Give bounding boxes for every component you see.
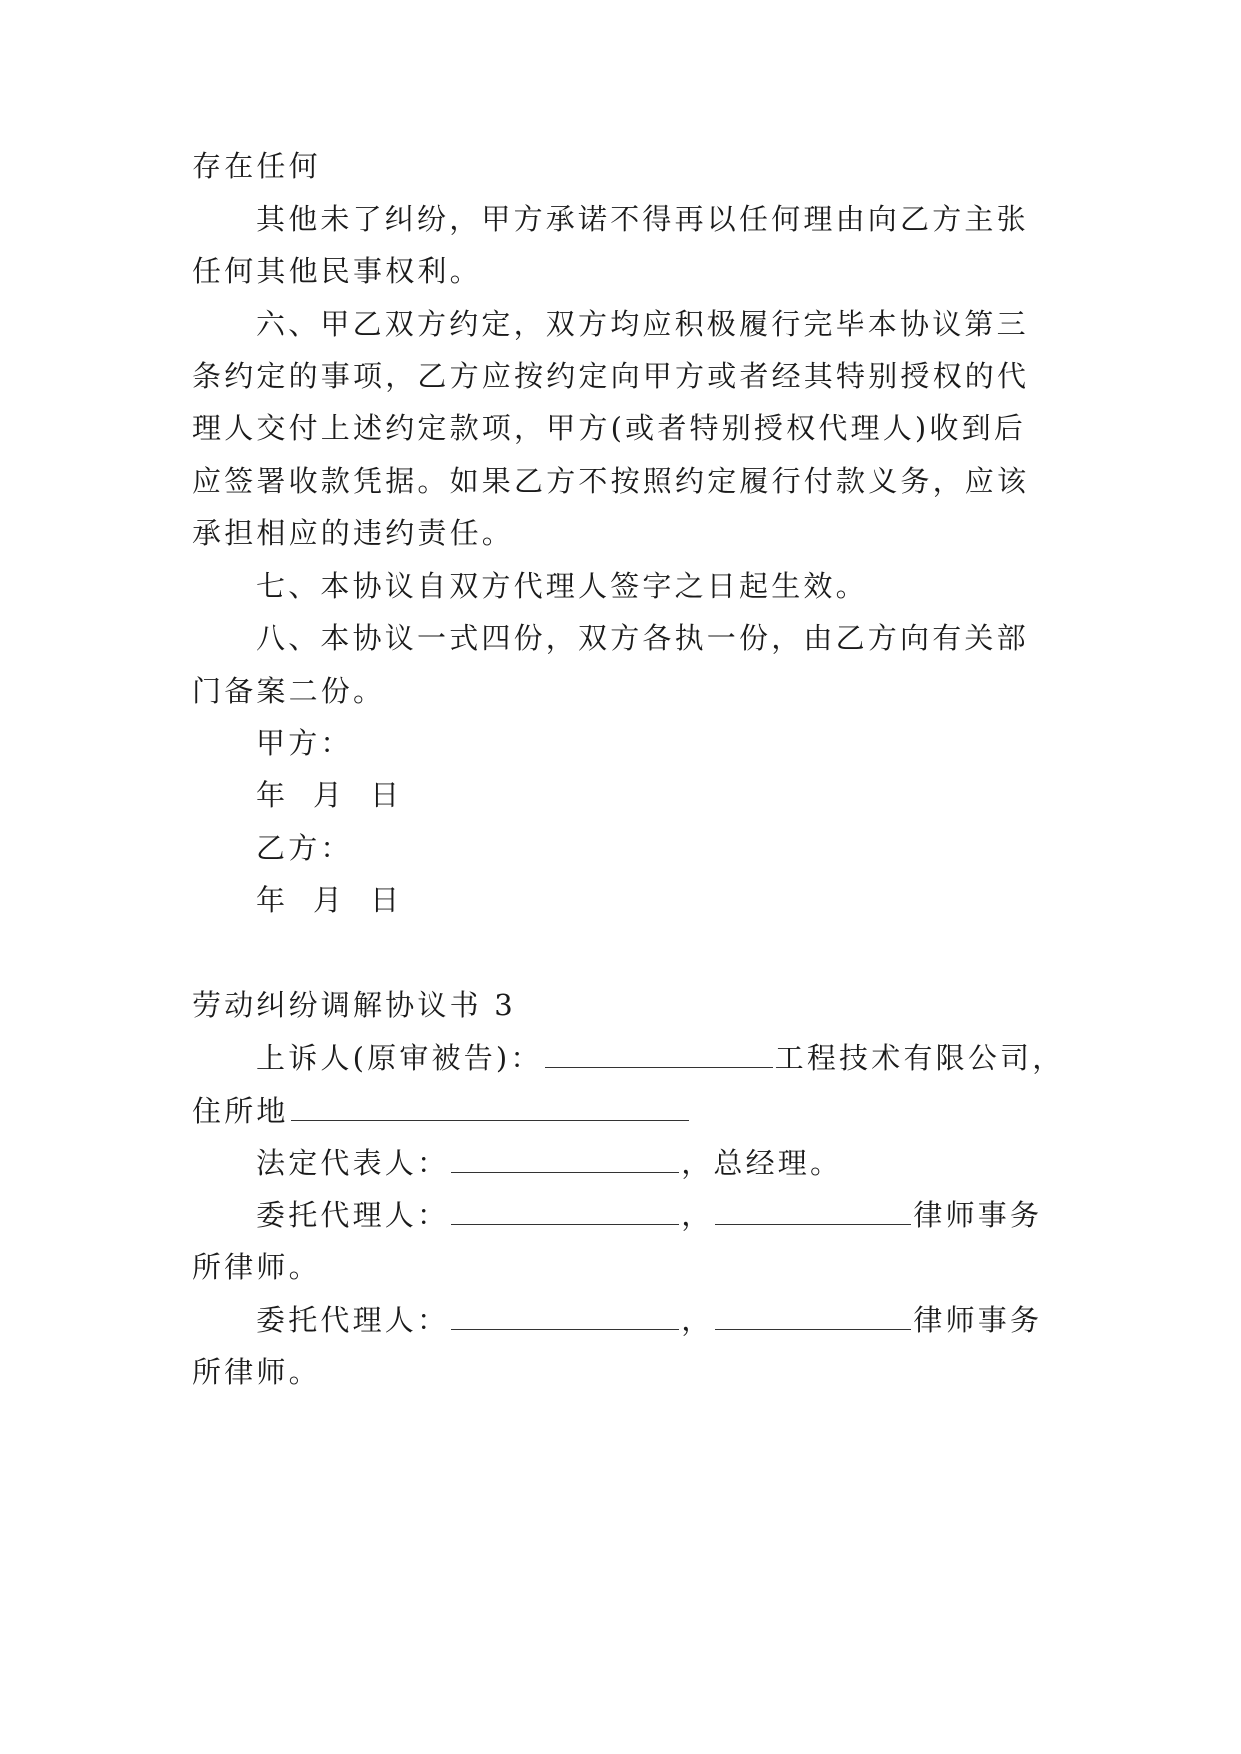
legal-rep-label: 法定代表人：: [256, 1146, 450, 1180]
section-title: 劳动纠纷调解协议书 3: [192, 988, 516, 1022]
party-b-label: 乙方：: [256, 831, 353, 865]
appellant-line: [256, 1037, 1116, 1078]
agent-1-line: [256, 1194, 1116, 1235]
appellant-suffix: 工程技术有限公司，: [774, 1041, 1065, 1075]
address-line: [192, 1090, 1052, 1131]
fill-in-blank: [545, 1037, 773, 1068]
appellant-label: 上诉人(原审被告)：: [256, 1041, 543, 1075]
clause-seven: 七、本协议自双方代理人签字之日起生效。: [256, 569, 868, 603]
fill-in-blank: [291, 1090, 689, 1121]
party-a-label: 甲方：: [256, 726, 353, 760]
text-line: 应签署收款凭据。如果乙方不按照约定履行付款义务，应该: [192, 464, 1030, 498]
text-line: 门备案二份。: [192, 674, 386, 708]
fill-in-blank: [715, 1299, 911, 1330]
party-a-date: 年 月 日: [256, 778, 403, 812]
text-line: 存在任何: [192, 149, 321, 183]
agent-2-suffix: 律师事务: [913, 1303, 1043, 1337]
agent-2-line: [256, 1299, 1116, 1340]
legal-rep-suffix: ，总经理。: [681, 1146, 843, 1180]
fill-in-blank: [451, 1142, 679, 1173]
text-line: 承担相应的违约责任。: [192, 516, 515, 550]
agent-2-cont: 所律师。: [192, 1355, 321, 1389]
fill-in-blank: [451, 1299, 679, 1330]
agent-2-label: 委托代理人：: [256, 1303, 450, 1337]
address-label: 住所地: [192, 1094, 289, 1128]
clause-six: 六、甲乙双方约定，双方均应积极履行完毕本协议第三: [256, 307, 1029, 341]
paragraph-line: 其他未了纠纷，甲方承诺不得再以任何理由向乙方主张: [256, 202, 1029, 236]
clause-eight: 八、本协议一式四份，双方各执一份，由乙方向有关部: [256, 621, 1029, 655]
text-line: 条约定的事项，乙方应按约定向甲方或者经其特别授权的代: [192, 359, 1030, 393]
party-b-date: 年 月 日: [256, 883, 403, 917]
fill-in-blank: [715, 1194, 911, 1225]
legal-rep-line: [256, 1142, 1116, 1183]
agent-1-label: 委托代理人：: [256, 1198, 450, 1232]
agent-2-sep: ，: [681, 1303, 714, 1337]
agent-1-cont: 所律师。: [192, 1250, 321, 1284]
text-line: 理人交付上述约定款项，甲方(或者特别授权代理人)收到后: [192, 411, 1027, 445]
agent-1-sep: ，: [681, 1198, 714, 1232]
fill-in-blank: [451, 1194, 679, 1225]
text-line: 任何其他民事权利。: [192, 254, 482, 288]
agent-1-suffix: 律师事务: [913, 1198, 1043, 1232]
